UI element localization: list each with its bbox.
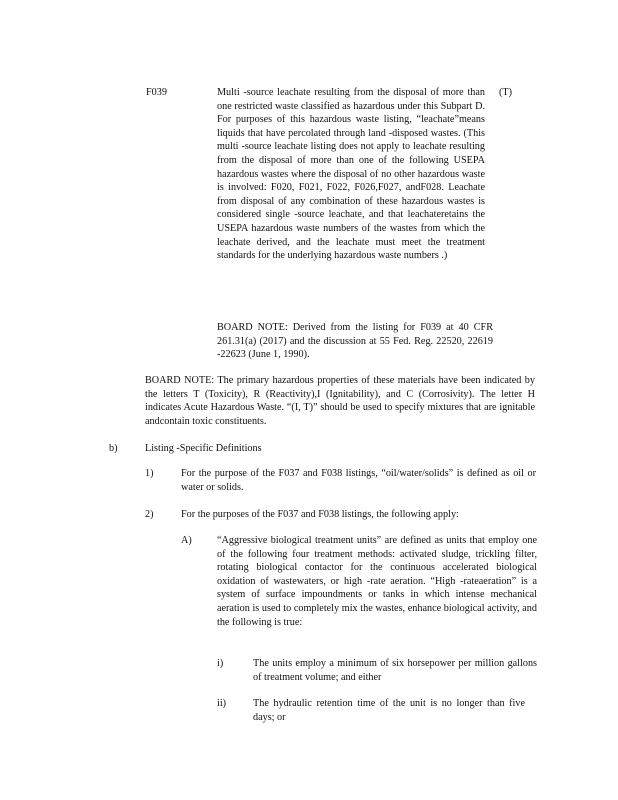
waste-description: Multi -source leachate resulting from the disposal of more than one restricted waste classified as hazardous under this Subpart D. For purposes of this hazardous waste listing, “leachate”means liquids that have percolated through land -disposed wastes. (This multi -source leachate listing does not apply to leachate resulting from the disposal of more than one of the following USEPA hazardous wastes where the disposal of no other hazardous waste is involved: F020, F021, F022, F026,F027, andF028. Leachate from disposal of any combination of these hazardous wastes is considered single -source leachate, and that leachateretains the USEPA hazardous waste numbers of the wastes from which the leachate derived, and the leachate must meet the treatment standards for the underlying hazardous waste numbers .) [217,87,485,262]
section-b-label: b) [109,443,118,454]
subitem-a-label: A) [181,535,192,546]
section-b-heading: Listing -Specific Definitions [145,443,262,454]
subitem-a-text: “Aggressive biological treatment units” are defined as units that employ one of the following four treatment methods: activated sludge, trickling filter, rotating biological contactor for the continuous accelerated biological oxidation of wastewaters, or high -rate aeration. “High -rateaeration” is a system of surface impoundments or tanks in which intense mechanical aeration is used to completely mix the wastes, enhance biological activity, and the following is true: [217,535,537,628]
entry-board-note: BOARD NOTE: Derived from the listing for F039 at 40 CFR 261.31(a) (2017) and the discussion at 55 Fed. Reg. 22520, 22619 -22623 (June 1, 1990). [217,322,493,361]
hazard-code: (T) [499,87,513,98]
subitem-i-text: The units employ a minimum of six horsepower per million gallons of treatment volume; and either [253,658,537,683]
item-1-text: For the purpose of the F037 and F038 listings, “oil/water/solids” is defined as oil or water or solids. [181,468,536,493]
waste-code: F039 [146,87,167,98]
subitem-ii-label: ii) [217,698,227,709]
general-board-note: BOARD NOTE: The primary hazardous properties of these materials have been indicated by the letters T (Toxicity), R (Reactivity),I (Ignitability), and C (Corrosivity). The letter H indicates Acute Hazardous Waste. “(I, T)” should be used to specify mixtures that are ignitable andcontain toxic constituents. [145,375,535,427]
item-1-label: 1) [145,468,154,479]
item-2-text: For the purposes of the F037 and F038 listings, the following apply: [181,509,459,520]
subitem-ii-text: The hydraulic retention time of the unit is no longer than five days; or [253,698,525,723]
subitem-i-label: i) [217,658,224,669]
item-2-label: 2) [145,509,154,520]
